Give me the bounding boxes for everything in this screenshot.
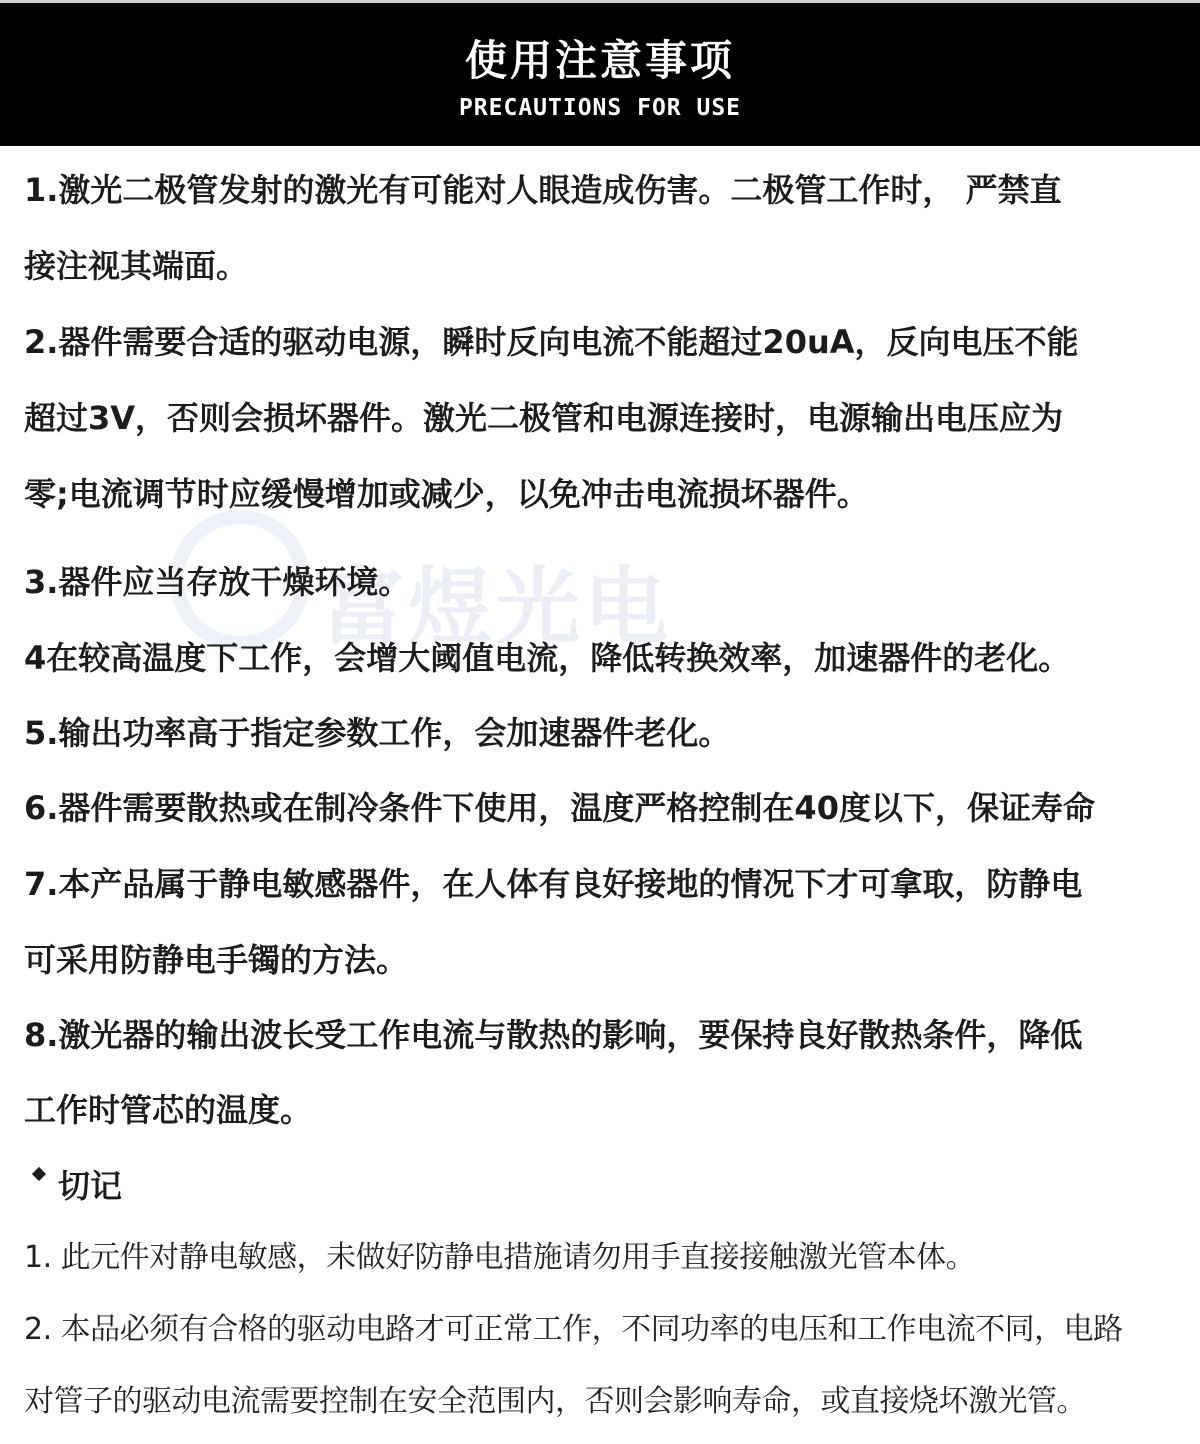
precaution-1-line-2: 接注视其端面。: [24, 247, 249, 285]
precaution-1-line-1: 1.激光二极管发射的激光有可能对人眼造成伤害。二极管工作时， 严禁直: [24, 171, 1062, 209]
precaution-5: 5.输出功率高于指定参数工作，会加速器件老化。: [24, 714, 731, 752]
page-subtitle: PRECAUTIONS FOR USE: [458, 95, 742, 121]
precaution-7-line-2: 可采用防静电手镯的方法。: [24, 941, 409, 979]
watermark-text: 富煜光电: [320, 558, 673, 656]
page-title: 使用注意事项: [464, 36, 735, 85]
precaution-7-line-1: 7.本产品属于静电敏感器件，在人体有良好接地的情况下才可拿取，防静电: [24, 865, 1083, 903]
remember-2-line-2: 对管子的驱动电流需要控制在安全范围内，否则会影响寿命，或直接烧坏激光管。: [24, 1384, 1086, 1419]
remember-heading-label: 切记: [58, 1167, 123, 1205]
precaution-6: 6.器件需要散热或在制冷条件下使用，温度严格控制在40度以下，保证寿命: [24, 789, 1095, 827]
precaution-3: 3.器件应当存放干燥环境。: [24, 563, 411, 601]
precaution-2-line-2: 超过3V，否则会损坏器件。激光二极管和电源连接时，电源输出电压应为: [24, 399, 1064, 437]
precaution-8-line-2: 工作时管芯的温度。: [24, 1091, 313, 1129]
precaution-2-line-1: 2.器件需要合适的驱动电源，瞬时反向电流不能超过20uA，反向电压不能: [24, 323, 1079, 361]
precaution-4: 4在较高温度下工作，会增大阈值电流，降低转换效率，加速器件的老化。: [24, 639, 1071, 677]
precaution-2-line-3: 零;电流调节时应缓慢增加或减少，以免冲击电流损坏器件。: [24, 475, 869, 513]
precaution-8-line-1: 8.激光器的输出波长受工作电流与散热的影响，要保持良好散热条件，降低: [24, 1016, 1083, 1054]
diamond-bullet-icon: [32, 1167, 46, 1181]
remember-heading: [20, 1166, 122, 1206]
header-banner: [0, 0, 1200, 146]
remember-1: 1. 此元件对静电敏感，未做好防静电措施请勿用手直接接触激光管本体。: [24, 1240, 976, 1275]
remember-2-line-1: 2. 本品必须有合格的驱动电路才可正常工作，不同功率的电压和工作电流不同，电路: [24, 1312, 1123, 1347]
